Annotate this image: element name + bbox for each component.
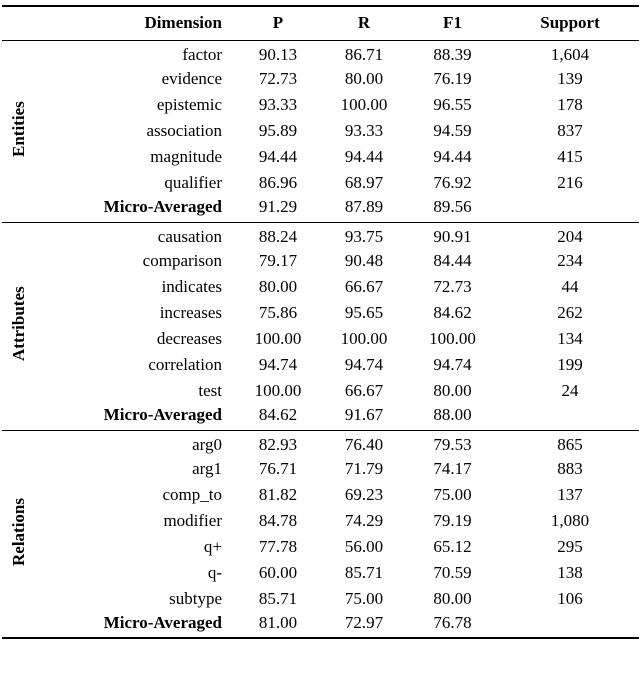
dimension-cell: Micro-Averaged: [103, 196, 222, 216]
p-value-cell: 82.93: [258, 435, 298, 455]
table-row: [2, 560, 639, 586]
table-row: [2, 92, 639, 118]
f1-value-cell: 72.73: [433, 277, 472, 296]
dimension-cell: comparison: [142, 251, 222, 270]
table-row: [2, 144, 639, 170]
table-row: [2, 612, 639, 638]
support-value-cell: 139: [557, 69, 583, 88]
support-value-cell: 295: [557, 537, 583, 556]
p-value-cell: 94.44: [258, 147, 298, 166]
dimension-cell: magnitude: [150, 147, 222, 166]
f1-value-cell: 84.44: [433, 251, 472, 270]
f1-value-cell: 80.00: [433, 589, 472, 608]
support-value-cell: 199: [557, 355, 583, 374]
p-value-cell: 81.00: [258, 612, 298, 632]
header-r: R: [357, 13, 371, 33]
table-row: [2, 534, 639, 560]
f1-value-cell: 90.91: [433, 227, 472, 247]
r-value-cell: 100.00: [340, 95, 388, 114]
support-value-cell: 837: [557, 121, 583, 140]
r-value-cell: 86.71: [344, 45, 384, 65]
f1-value-cell: 65.12: [433, 537, 472, 556]
support-value-cell: 138: [557, 563, 583, 582]
dimension-cell: increases: [159, 303, 222, 322]
header-f1: F1: [443, 13, 462, 33]
dimension-cell: qualifier: [164, 173, 222, 192]
dimension-cell: decreases: [156, 329, 222, 348]
header-p: P: [272, 13, 284, 33]
r-value-cell: 90.48: [344, 251, 384, 270]
table-row: [2, 170, 639, 196]
p-value-cell: 93.33: [258, 95, 298, 114]
r-value-cell: 76.40: [344, 435, 384, 455]
f1-value-cell: 79.53: [433, 435, 472, 455]
p-value-cell: 91.29: [258, 196, 298, 216]
f1-value-cell: 94.44: [433, 147, 472, 166]
dimension-cell: epistemic: [156, 95, 222, 114]
dimension-cell: comp_to: [162, 485, 222, 504]
p-value-cell: 81.82: [258, 485, 298, 504]
r-value-cell: 94.44: [344, 147, 384, 166]
p-value-cell: 75.86: [258, 303, 298, 322]
r-value-cell: 85.71: [344, 563, 384, 582]
dimension-cell: Micro-Averaged: [103, 404, 222, 424]
p-value-cell: 100.00: [254, 381, 302, 400]
group-label-attributes: Attributes: [9, 286, 28, 362]
r-value-cell: 95.65: [344, 303, 384, 322]
table-row: [2, 274, 639, 300]
support-value-cell: 1,080: [550, 511, 590, 530]
f1-value-cell: 70.59: [433, 563, 472, 582]
dimension-cell: association: [146, 121, 222, 140]
f1-value-cell: 74.17: [433, 459, 472, 478]
p-value-cell: 72.73: [258, 69, 298, 88]
f1-value-cell: 100.00: [429, 329, 476, 348]
table-row: [2, 586, 639, 612]
table-row: [2, 40, 639, 66]
table-head: [2, 6, 639, 40]
support-value-cell: 44: [561, 277, 579, 296]
r-value-cell: 66.67: [344, 381, 384, 400]
p-value-cell: 85.71: [258, 589, 298, 608]
r-value-cell: 66.67: [344, 277, 384, 296]
table-row: [2, 300, 639, 326]
support-value-cell: 1,604: [550, 45, 590, 65]
support-value-cell: 262: [557, 303, 583, 322]
dimension-cell: arg1: [192, 459, 222, 478]
support-value-cell: 134: [557, 329, 583, 348]
r-value-cell: 87.89: [344, 196, 384, 216]
r-value-cell: 71.79: [344, 459, 384, 478]
support-value-cell: 415: [557, 147, 583, 166]
dimension-cell: q+: [203, 537, 222, 556]
header-dimension: Dimension: [144, 13, 222, 33]
p-value-cell: 86.96: [258, 173, 298, 192]
support-value-cell: 178: [557, 95, 583, 114]
r-value-cell: 56.00: [344, 537, 384, 556]
group-attributes: [2, 222, 639, 430]
p-value-cell: 88.24: [258, 227, 298, 247]
table-row: [2, 404, 639, 430]
support-value-cell: [501, 612, 639, 638]
r-value-cell: 69.23: [344, 485, 384, 504]
dimension-cell: causation: [157, 227, 222, 247]
dimension-cell: indicates: [161, 277, 222, 296]
support-value-cell: 883: [557, 459, 583, 478]
group-relations: [2, 430, 639, 638]
group-label-relations: Relations: [9, 498, 28, 567]
support-value-cell: [501, 196, 639, 222]
f1-value-cell: 94.59: [433, 121, 472, 140]
table-row: [2, 66, 639, 92]
group-column-spacer: [2, 6, 50, 40]
support-value-cell: 234: [557, 251, 583, 270]
f1-value-cell: 94.74: [433, 355, 472, 374]
f1-value-cell: 79.19: [433, 511, 472, 530]
f1-value-cell: 76.19: [433, 69, 472, 88]
table-row: [2, 352, 639, 378]
dimension-cell: q-: [207, 563, 222, 582]
header-support: Support: [540, 13, 600, 33]
f1-value-cell: 80.00: [433, 381, 472, 400]
p-value-cell: 84.78: [258, 511, 298, 530]
table-row: [2, 196, 639, 222]
r-value-cell: 94.74: [344, 355, 384, 374]
support-value-cell: 216: [557, 173, 583, 192]
table-row: [2, 118, 639, 144]
p-value-cell: 80.00: [258, 277, 298, 296]
p-value-cell: 76.71: [258, 459, 298, 478]
p-value-cell: 79.17: [258, 251, 298, 270]
f1-value-cell: 96.55: [433, 95, 472, 114]
r-value-cell: 80.00: [344, 69, 384, 88]
p-value-cell: 100.00: [254, 329, 302, 348]
support-value-cell: [501, 404, 639, 430]
p-value-cell: 84.62: [258, 404, 298, 424]
f1-value-cell: 76.92: [433, 173, 472, 192]
support-value-cell: 106: [557, 589, 583, 608]
f1-value-cell: 76.78: [433, 612, 472, 632]
r-value-cell: 91.67: [344, 404, 384, 424]
dimension-cell: Micro-Averaged: [103, 612, 222, 632]
group-entities: [2, 40, 639, 222]
support-value-cell: 865: [557, 435, 583, 455]
f1-value-cell: 84.62: [433, 303, 472, 322]
p-value-cell: 94.74: [258, 355, 298, 374]
p-value-cell: 60.00: [258, 563, 298, 582]
p-value-cell: 77.78: [258, 537, 298, 556]
group-label-entities: Entities: [9, 101, 28, 157]
dimension-cell: arg0: [192, 435, 222, 455]
dimension-cell: correlation: [148, 355, 222, 374]
support-value-cell: 24: [561, 381, 579, 400]
table-row: [2, 378, 639, 404]
f1-value-cell: 88.39: [433, 45, 472, 65]
r-value-cell: 93.33: [344, 121, 384, 140]
r-value-cell: 75.00: [344, 589, 384, 608]
f1-value-cell: 75.00: [433, 485, 472, 504]
dimension-cell: modifier: [163, 511, 222, 530]
p-value-cell: 90.13: [258, 45, 298, 65]
r-value-cell: 68.97: [344, 173, 384, 192]
dimension-cell: subtype: [169, 589, 222, 608]
f1-value-cell: 89.56: [433, 196, 472, 216]
dimension-cell: factor: [182, 45, 222, 65]
table-row: [2, 456, 639, 482]
p-value-cell: 95.89: [258, 121, 298, 140]
support-value-cell: 204: [557, 227, 583, 247]
r-value-cell: 74.29: [344, 511, 384, 530]
table-row: [2, 248, 639, 274]
r-value-cell: 100.00: [340, 329, 388, 348]
table-row: [2, 482, 639, 508]
table-row: [2, 430, 639, 456]
f1-value-cell: 88.00: [433, 404, 472, 424]
results-table: [2, 5, 639, 639]
header-row: [2, 6, 639, 40]
support-value-cell: 137: [557, 485, 583, 504]
r-value-cell: 93.75: [344, 227, 384, 247]
r-value-cell: 72.97: [344, 612, 384, 632]
table-row: [2, 222, 639, 248]
dimension-cell: test: [198, 381, 222, 400]
table-row: [2, 508, 639, 534]
table-row: [2, 326, 639, 352]
dimension-cell: evidence: [161, 69, 222, 88]
